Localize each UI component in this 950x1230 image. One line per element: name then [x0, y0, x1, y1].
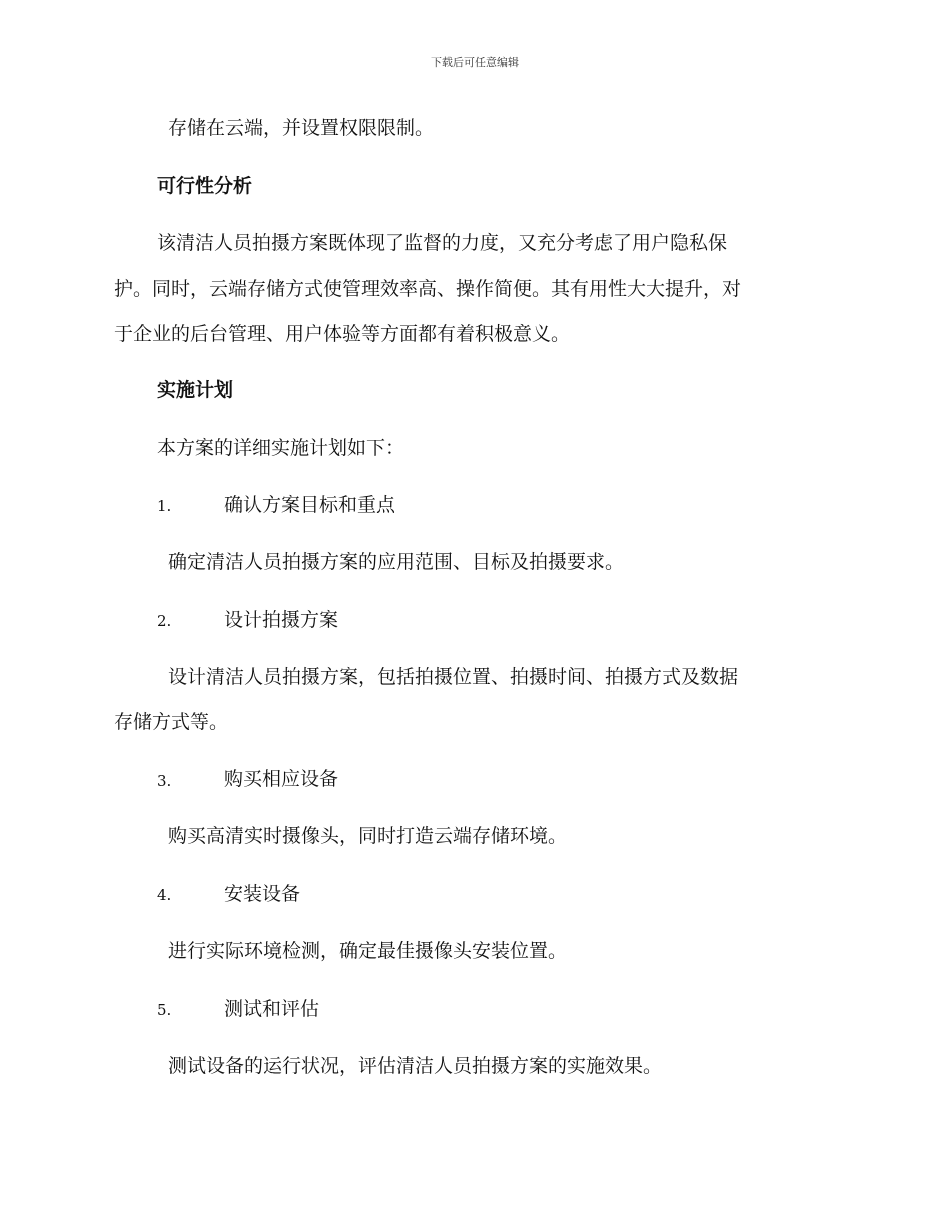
- step-title: 设计拍摄方案: [224, 609, 339, 631]
- paragraph-feasibility-line-2: 护。同时，云端存储方式使管理效率高、操作简便。其有用性大大提升，对: [114, 278, 742, 300]
- step-number: 5.: [157, 1001, 172, 1019]
- step-number: 3.: [157, 772, 172, 790]
- paragraph-feasibility-line-1: 该清洁人员拍摄方案既体现了监督的力度，又充分考虑了用户隐私保: [157, 232, 728, 254]
- step-description: 测试设备的运行状况，评估清洁人员拍摄方案的实施效果。: [168, 1055, 663, 1077]
- page-header-note: 下载后可任意编辑: [431, 56, 519, 69]
- heading-feasibility: 可行性分析: [157, 175, 253, 197]
- step-title: 确认方案目标和重点: [224, 494, 396, 516]
- paragraph-storage: 存储在云端，并设置权限限制。: [168, 117, 435, 139]
- step-number: 1.: [157, 497, 172, 515]
- step-description-continued: 存储方式等。: [114, 711, 229, 733]
- step-title: 安装设备: [224, 883, 301, 905]
- step-description: 设计清洁人员拍摄方案，包括拍摄位置、拍摄时间、拍摄方式及数据: [168, 666, 739, 688]
- paragraph-plan-intro: 本方案的详细实施计划如下：: [157, 437, 405, 459]
- heading-plan: 实施计划: [157, 379, 234, 401]
- step-description: 购买高清实时摄像头，同时打造云端存储环境。: [168, 825, 568, 847]
- step-title: 测试和评估: [224, 998, 320, 1020]
- step-number: 4.: [157, 886, 172, 904]
- step-description: 确定清洁人员拍摄方案的应用范围、目标及拍摄要求。: [168, 551, 625, 573]
- step-description: 进行实际环境检测，确定最佳摄像头安装位置。: [168, 940, 568, 962]
- paragraph-feasibility-line-3: 于企业的后台管理、用户体验等方面都有着积极意义。: [114, 323, 571, 345]
- step-title: 购买相应设备: [224, 768, 339, 790]
- step-number: 2.: [157, 612, 172, 630]
